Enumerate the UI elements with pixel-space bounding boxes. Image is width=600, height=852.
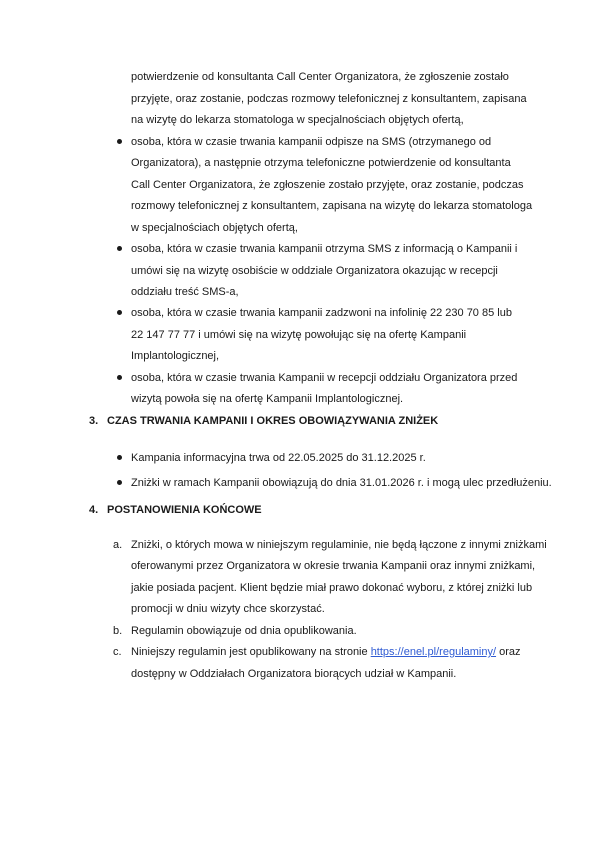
text-line: Organizatora), a następnie otrzyma telefoniczne potwierdzenie od konsultanta <box>131 157 511 169</box>
bullet-icon <box>117 455 122 460</box>
text-line: w specjalnościach objętych ofertą, <box>131 222 298 234</box>
text-line: rozmowy telefonicznej z konsultantem, zapisana na wizytę do lekarza stomatologa <box>131 200 533 212</box>
text-line <box>131 645 521 659</box>
text-line: oferowanymi przez Organizatora w okresie trwania Kampanii oraz innymi zniżkami, <box>131 560 536 572</box>
section-number: 3. <box>89 415 99 427</box>
text-line: 22 147 77 77 i umówi się na wizytę powołując się na ofertę Kampanii <box>131 329 467 341</box>
text-line: umówi się na wizytę osobiście w oddziale Organizatora okazując w recepcji <box>131 265 498 277</box>
text-line: Zniżki, o których mowa w niniejszym regulaminie, nie będą łączone z innymi zniżkami <box>131 539 547 551</box>
section-heading: POSTANOWIENIA KOŃCOWE <box>107 504 262 516</box>
list-letter: c. <box>113 646 122 658</box>
section-number: 4. <box>89 504 99 516</box>
text-line: osoba, która w czasie trwania kampanii odpisze na SMS (otrzymanego od <box>131 136 492 148</box>
text-line: dostępny w Oddziałach Organizatora biorących udział w Kampanii. <box>131 668 457 680</box>
bullet-icon <box>117 375 122 380</box>
text-line: Implantologicznej, <box>131 350 220 362</box>
text-line: Zniżki w ramach Kampanii obowiązują do dnia 31.01.2026 r. i mogą ulec przedłużeniu. <box>131 477 552 489</box>
text-line: osoba, która w czasie trwania kampanii zadzwoni na infolinię 22 230 70 85 lub <box>131 307 512 319</box>
list-letter: b. <box>113 625 123 637</box>
text-line: osoba, która w czasie trwania Kampanii w recepcji oddziału Organizatora przed <box>131 372 518 384</box>
section-heading: CZAS TRWANIA KAMPANII I OKRES OBOWIĄZYWANIA ZNIŻEK <box>107 415 439 427</box>
text-line: wizytą powoła się na ofertę Kampanii Implantologicznej. <box>131 393 404 405</box>
text-line: jakie posiada pacjent. Klient będzie miał prawo dokonać wyboru, z której zniżki lub <box>131 582 533 594</box>
text-line: promocji w dniu wizyty chce skorzystać. <box>131 603 325 615</box>
regulations-link[interactable]: https://enel.pl/regulaminy/ <box>370 646 497 658</box>
list-letter: a. <box>113 539 123 551</box>
bullet-icon <box>117 480 122 485</box>
text-line: Kampania informacyjna trwa od 22.05.2025 do 31.12.2025 r. <box>131 452 426 464</box>
bullet-icon <box>117 246 122 251</box>
text-line: potwierdzenie od konsultanta Call Center Organizatora, że zgłoszenie zostało <box>131 71 509 83</box>
text-line: Call Center Organizatora, że zgłoszenie zostało przyjęte, oraz zostanie, podczas <box>131 179 524 191</box>
text-line: na wizytę do lekarza stomatologa w specjalnościach objętych ofertą, <box>131 114 464 126</box>
bullet-icon <box>117 310 122 315</box>
text-line: osoba, która w czasie trwania kampanii otrzyma SMS z informacją o Kampanii i <box>131 243 518 255</box>
text-fragment: Niniejszy regulamin jest opublikowany na stronie <box>131 646 371 658</box>
bullet-icon <box>117 139 122 144</box>
text-fragment: oraz <box>496 646 521 658</box>
text-line: Regulamin obowiązuje od dnia opublikowania. <box>131 625 357 637</box>
text-line: przyjęte, oraz zostanie, podczas rozmowy telefonicznej z konsultantem, zapisana <box>131 93 527 105</box>
text-line: oddziału treść SMS-a, <box>131 286 239 298</box>
